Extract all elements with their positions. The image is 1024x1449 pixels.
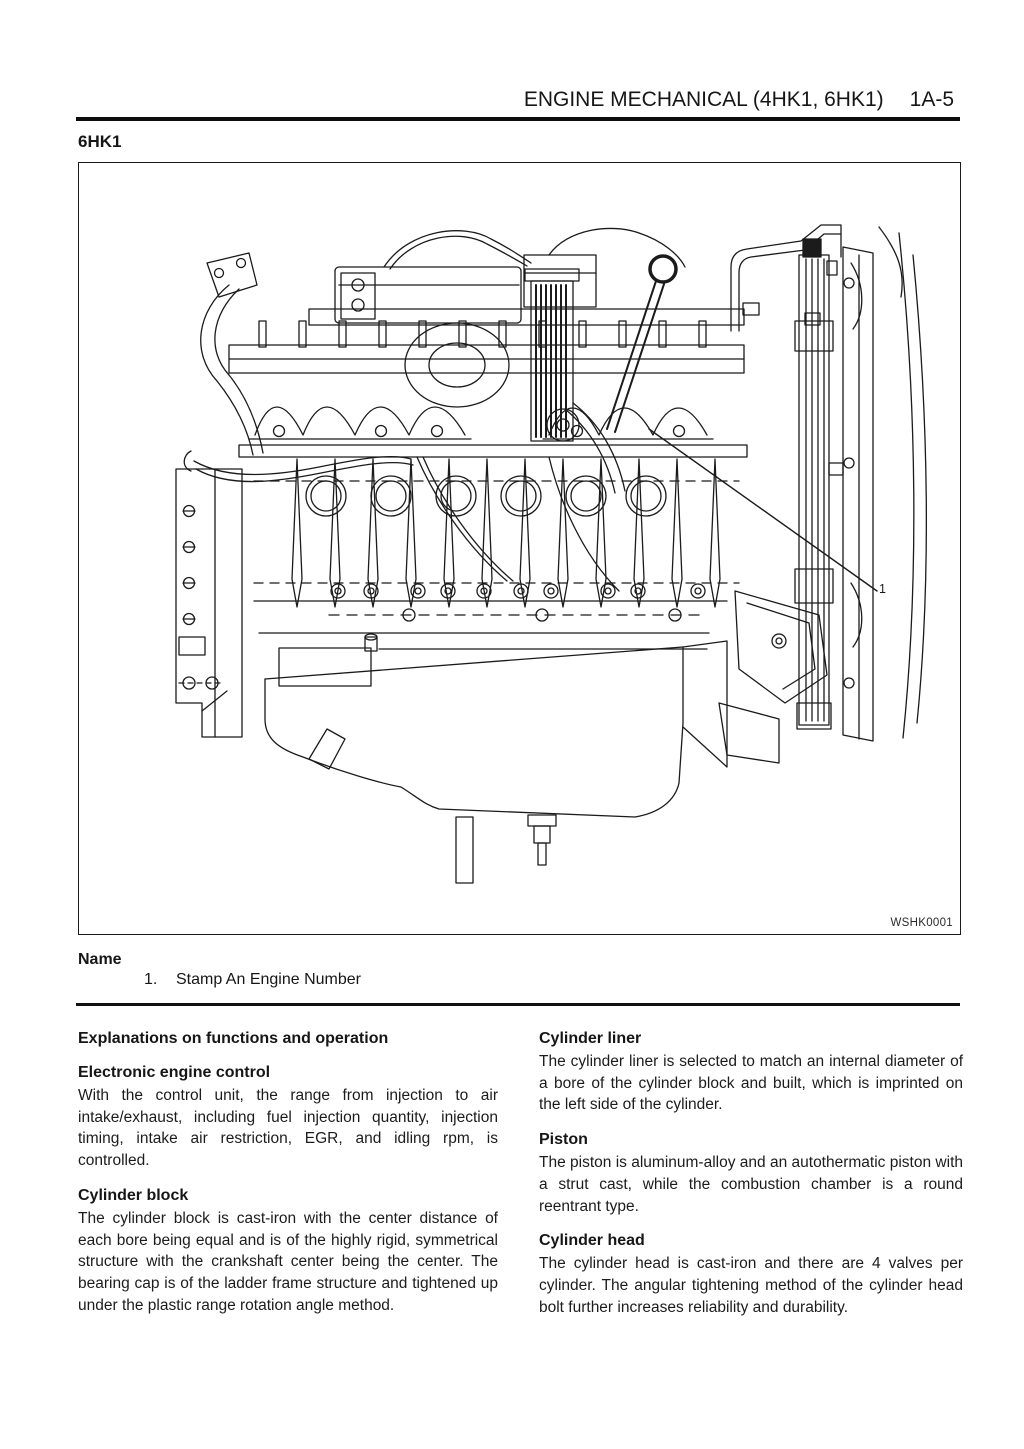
figure-callout-1: 1 (879, 582, 886, 596)
figure-frame (78, 162, 961, 935)
turbocharger (405, 269, 625, 493)
page-header (78, 88, 954, 111)
subsection-body: The piston is aluminum-alloy and an autothermatic piston with a strut cast, while the combustion chamber is a round reentrant type. (539, 1154, 963, 1215)
subsection-heading: Piston (539, 1131, 588, 1149)
name-item-number: 1. (144, 971, 158, 988)
explanations-columns (78, 1028, 964, 1318)
engine-model-label: 6HK1 (78, 132, 122, 151)
left-column (78, 1028, 498, 1318)
right-column (539, 1028, 963, 1318)
subsection-cylinder-head (539, 1230, 963, 1318)
subsection-body: The cylinder liner is selected to match an internal diameter of a bore of the cylinder block and built, which is imprinted on the left side of the cylinder. (539, 1053, 963, 1114)
radiator-fan-assembly (683, 225, 926, 767)
front-gear-case (176, 469, 242, 737)
exhaust-intake-manifolds (239, 407, 747, 457)
figure-code: WSHK0001 (890, 917, 953, 929)
subsection-electronic-engine-control (78, 1062, 498, 1172)
explanations-heading: Explanations on functions and operation (78, 1030, 389, 1047)
subsection-body: With the control unit, the range from injection to air intake/exhaust, including fuel injection quantity, injection timing, intake air restriction, EGR, and idling rpm, is controlled. (78, 1087, 498, 1170)
header-page-number: 1A-5 (909, 88, 954, 111)
subsection-cylinder-liner (539, 1028, 963, 1116)
subsection-heading: Cylinder liner (539, 1030, 642, 1047)
section-divider-rule (76, 1003, 960, 1006)
subsection-body: The cylinder head is cast-iron and there are 4 valves per cylinder. The angular tightening method of the cylinder head bolt further increases reliability and durability. (539, 1255, 963, 1316)
subsection-piston (539, 1129, 963, 1217)
header-rule (76, 117, 960, 121)
name-list-item (78, 971, 361, 989)
subsection-heading: Cylinder head (539, 1232, 645, 1250)
name-heading: Name (78, 951, 122, 968)
subsection-body: The cylinder block is cast-iron with the center distance of each bore being equal and is of the highly rigid, symmetrical structure with the crankshaft center being the center. The bearing cap is of the ladder frame structure and tightened up under the plastic range rotation angle method. (78, 1209, 498, 1314)
header-title: ENGINE MECHANICAL (4HK1, 6HK1) (523, 88, 884, 111)
subsection-heading: Electronic engine control (78, 1064, 271, 1081)
name-item-label: Stamp An Engine Number (176, 971, 361, 988)
subsection-cylinder-block (78, 1185, 498, 1317)
engine-top-accessories (201, 228, 685, 455)
cylinder-block (184, 451, 739, 649)
subsection-heading: Cylinder block (78, 1186, 189, 1204)
cylinder-head-rails (229, 309, 744, 373)
oil-pan (265, 634, 683, 883)
engine-line-drawing (79, 163, 957, 931)
